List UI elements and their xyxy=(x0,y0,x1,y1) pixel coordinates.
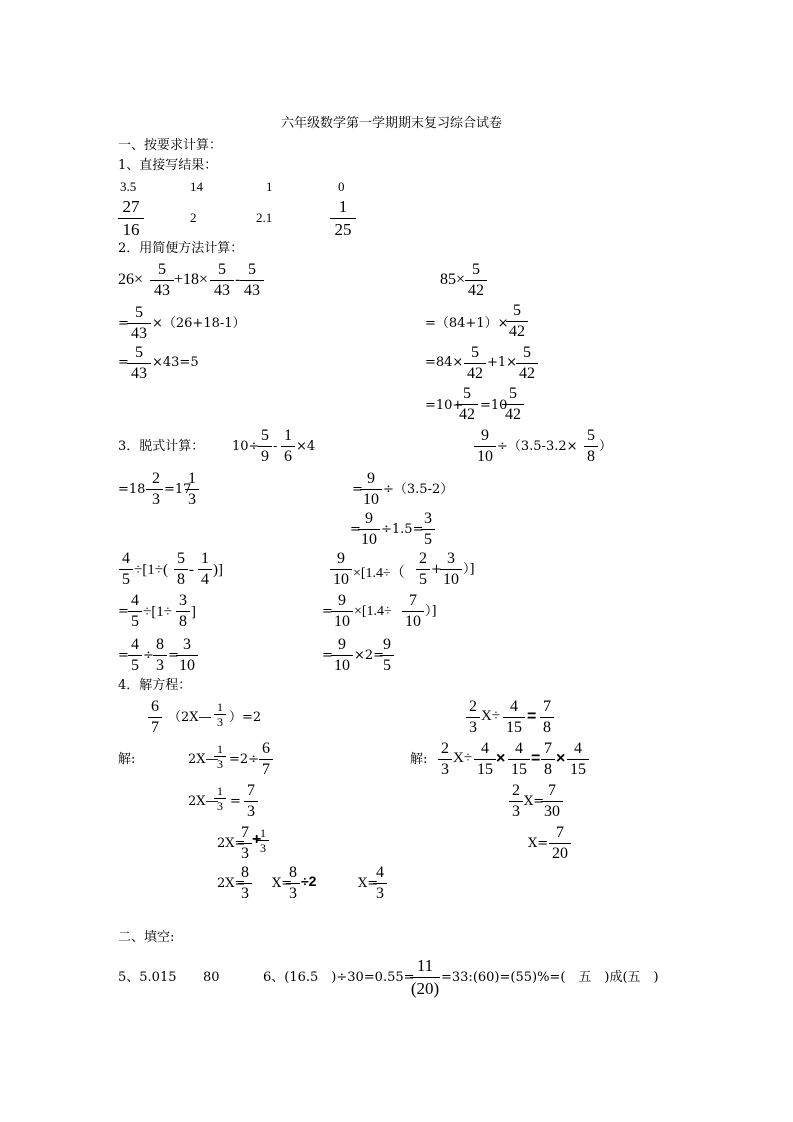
expr-text: ÷1.5= xyxy=(381,522,424,537)
expr-text: = xyxy=(230,794,241,809)
fraction: 3 10 xyxy=(440,549,462,590)
expr-text: - xyxy=(189,562,194,578)
expr-text: ÷2 xyxy=(301,873,317,889)
expr-text: ÷（3.5-3.2× xyxy=(497,439,578,454)
expr-text: =（84+1）× xyxy=(425,316,509,331)
expr-text: = xyxy=(527,708,537,725)
fraction: 6 7 xyxy=(259,739,273,780)
expr-text: = xyxy=(322,604,333,619)
solution-label: 解: xyxy=(410,752,428,767)
fraction: 5 42 xyxy=(516,343,538,384)
fraction: 4 15 xyxy=(474,739,496,780)
q1-answer: 2.1 xyxy=(256,210,273,225)
fraction: 1 3 xyxy=(185,469,199,510)
expr-text: =10 xyxy=(480,398,508,413)
expr-text: ÷[1÷ xyxy=(143,604,172,620)
expr-text: = xyxy=(118,316,129,331)
fraction: 5 42 xyxy=(506,301,528,342)
fraction: 4 15 xyxy=(508,739,530,780)
expr-text: =10+ xyxy=(425,398,464,413)
expr-text: + xyxy=(431,562,442,577)
fraction: 27 16 xyxy=(118,196,144,241)
fraction: 1 3 xyxy=(214,700,226,729)
expr-text: ）=2 xyxy=(229,710,262,725)
expr-text: X= xyxy=(358,876,379,891)
expr-text: =84× xyxy=(425,355,464,370)
fraction: 4 3 xyxy=(373,863,387,904)
fraction: 9 10 xyxy=(358,509,380,550)
expr-text: X= xyxy=(528,836,549,851)
fraction: 2 3 xyxy=(149,469,163,510)
fill-text: 80 xyxy=(203,970,220,985)
fraction: 7 20 xyxy=(549,823,571,864)
expr-text: 26× xyxy=(118,271,144,288)
expr-text: ×2= xyxy=(354,648,385,663)
expr-text: 10÷ xyxy=(232,439,260,454)
fraction: 9 5 xyxy=(380,635,394,676)
expr-text: ÷（3.5-2） xyxy=(383,482,454,497)
expr-text: = xyxy=(350,522,361,537)
expr-text: +18× xyxy=(174,271,209,288)
fraction: 9 10 xyxy=(360,469,382,510)
expr-text: X÷ xyxy=(481,708,501,724)
fraction: 2 5 xyxy=(416,549,430,590)
q1-answer: 0 xyxy=(338,179,345,194)
expr-text: ×[1.4÷ xyxy=(354,604,392,619)
fraction: 3 5 xyxy=(421,509,435,550)
fraction: 6 7 xyxy=(148,697,162,738)
expr-text: （2X— xyxy=(168,710,212,725)
expr-text: 2X= xyxy=(217,876,246,891)
fraction: 7 8 xyxy=(541,739,555,780)
expr-text: =17 xyxy=(164,482,192,497)
fraction: 5 42 xyxy=(464,343,486,384)
fraction: 9 10 xyxy=(331,591,353,632)
q1-answer: 14 xyxy=(190,179,203,194)
fraction: 2 3 xyxy=(438,739,452,780)
fraction: 4 5 xyxy=(128,635,142,676)
section-heading-fill: 二、填空: xyxy=(118,930,175,945)
page-title: 六年级数学第一学期期末复习综合试卷 xyxy=(281,116,503,131)
expr-text: X= xyxy=(524,794,545,809)
fraction: 5 9 xyxy=(258,426,272,467)
fraction: 4 15 xyxy=(567,739,589,780)
expr-text: ）] xyxy=(463,562,475,577)
q1-answer: 1 xyxy=(266,179,273,194)
fraction: 7 3 xyxy=(244,781,258,822)
fraction: 1 3 xyxy=(214,784,226,813)
fraction: 1 6 xyxy=(281,426,295,467)
expr-text: = xyxy=(322,648,333,663)
fill-text: =33:(60)=(55)%=( 五 )成(五 ) xyxy=(441,970,659,985)
expr-text: =2÷ xyxy=(229,752,260,767)
fraction: 2 3 xyxy=(466,697,480,738)
fraction: 1 3 xyxy=(214,742,226,771)
fraction: 9 10 xyxy=(330,549,352,590)
expr-text: × xyxy=(496,750,506,767)
expr-text: + xyxy=(252,831,262,848)
fraction: 5 43 xyxy=(210,260,234,301)
expr-text: ×（26+18-1） xyxy=(152,316,246,331)
fraction: 5 8 xyxy=(174,549,188,590)
fraction: 4 5 xyxy=(119,549,133,590)
expr-text: ×43=5 xyxy=(152,355,199,370)
fraction: 8 3 xyxy=(238,863,252,904)
fill-text: 6、(16.5 )÷30=0.55= xyxy=(263,970,415,985)
expr-text: ） xyxy=(599,439,613,454)
fraction: 2 3 xyxy=(509,781,523,822)
expr-text: = xyxy=(531,750,541,767)
fraction: 5 42 xyxy=(502,384,524,425)
fraction: 1 3 xyxy=(257,826,269,855)
fraction: 8 3 xyxy=(286,863,300,904)
fraction: 11 (20) xyxy=(410,956,440,998)
fraction: 5 42 xyxy=(465,260,487,301)
expr-text: = xyxy=(118,648,129,663)
fraction: 8 3 xyxy=(153,635,167,676)
expr-text: × xyxy=(556,750,566,767)
q1-answer: 2 xyxy=(190,210,197,225)
solution-label: 解: xyxy=(118,752,136,767)
expr-text: 2X= xyxy=(217,836,246,851)
fraction: 1 25 xyxy=(330,196,356,241)
expr-text: ÷ xyxy=(143,648,154,663)
fraction: 5 43 xyxy=(127,343,151,384)
expr-text: 2X— xyxy=(188,752,219,767)
q1-answer: 3.5 xyxy=(120,179,137,194)
fraction: 4 15 xyxy=(503,697,525,738)
fraction: 7 30 xyxy=(541,781,563,822)
fraction: 5 8 xyxy=(584,426,598,467)
expr-text: ×4 xyxy=(296,439,316,454)
fraction: 7 8 xyxy=(540,697,554,738)
expr-text: = xyxy=(118,604,129,619)
expr-text: = xyxy=(168,648,179,663)
section-heading-calc: 一、按要求计算： xyxy=(118,138,223,153)
fraction: 5 43 xyxy=(127,303,151,344)
q1-heading: 1、直接写结果： xyxy=(118,158,218,173)
expr-text: - xyxy=(235,271,241,288)
q3-heading: 3．脱式计算： xyxy=(118,439,205,454)
expr-text: +1× xyxy=(487,355,518,370)
expr-text: 85× xyxy=(440,271,466,288)
fill-text: 5、5.015 xyxy=(118,970,177,985)
fraction: 9 10 xyxy=(331,635,353,676)
fraction: 3 10 xyxy=(176,635,198,676)
expr-text: ] xyxy=(191,604,196,620)
expr-text: =18- xyxy=(118,482,150,497)
fraction: 1 4 xyxy=(198,549,212,590)
expr-text: - xyxy=(273,439,278,454)
fraction: 7 10 xyxy=(402,591,424,632)
expr-text: 2X— xyxy=(188,794,219,809)
fraction: 3 8 xyxy=(176,591,190,632)
expr-text: ×[1.4÷（ xyxy=(353,566,405,581)
q2-heading: 2．用简便方法计算： xyxy=(118,241,244,256)
fraction: 5 42 xyxy=(456,384,478,425)
fraction: 9 10 xyxy=(474,426,496,467)
fraction: 7 3 xyxy=(238,823,252,864)
expr-text: ）] xyxy=(425,604,437,619)
expr-text: )] xyxy=(213,562,223,578)
q4-heading: 4．解方程： xyxy=(118,678,192,693)
expr-text: X= xyxy=(272,876,293,891)
expr-text: X÷ xyxy=(453,750,473,766)
fraction: 4 5 xyxy=(128,591,142,632)
expr-text: ÷[1÷( xyxy=(134,562,168,578)
expr-text: = xyxy=(118,355,129,370)
fraction: 5 43 xyxy=(240,260,264,301)
expr-text: = xyxy=(352,482,363,497)
fraction: 5 43 xyxy=(150,260,174,301)
